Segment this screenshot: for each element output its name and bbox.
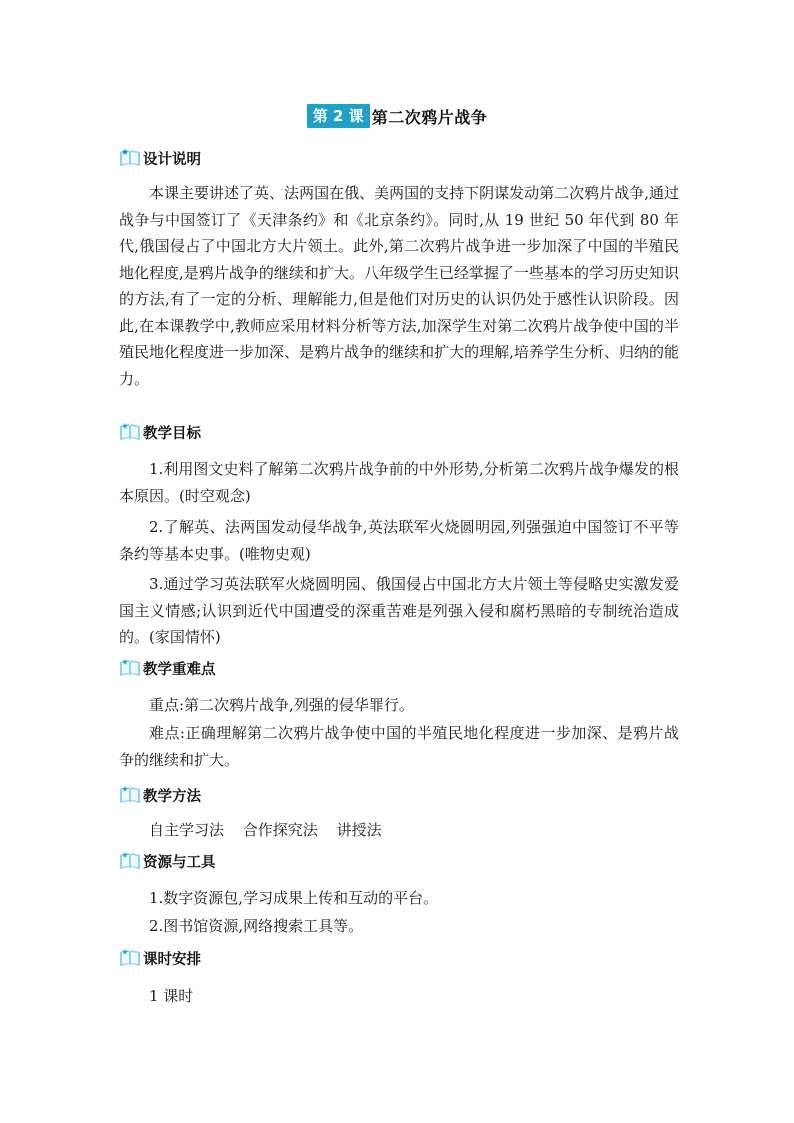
section-title: 教学重难点 <box>143 661 216 678</box>
book-icon <box>119 948 141 968</box>
schedule-text: 1 课时 <box>149 987 194 1005</box>
lesson-title: 第二次鸦片战争 <box>371 107 488 127</box>
book-icon <box>119 658 141 678</box>
method-item: 合作探究法 <box>242 821 318 839</box>
book-icon <box>119 422 141 442</box>
resource-item: 2.图书馆资源,网络搜索工具等。 <box>149 917 364 935</box>
section-title: 资源与工具 <box>143 854 216 871</box>
goal-item: 3.通过学习英法联军火烧圆明园、俄国侵占中国北方大片领土等侵略史实激发爱国主义情感;认识到近代中国遭受的深重苦难是列强入侵和腐朽黑暗的专制统治造成的。(家国情怀) <box>119 575 679 646</box>
lesson-title-row <box>0 104 794 128</box>
section-title: 教学目标 <box>143 425 201 442</box>
book-icon <box>119 851 141 871</box>
method-item: 自主学习法 <box>149 821 225 839</box>
book-icon <box>119 148 141 168</box>
section-title: 课时安排 <box>143 951 201 968</box>
goal-item: 1.利用图文史料了解第二次鸦片战争前的中外形势,分析第二次鸦片战争爆发的根本原因。(时空观念) <box>119 460 679 505</box>
lesson-number-badge: 第 2 课 <box>307 104 370 128</box>
resource-item: 1.数字资源包,学习成果上传和互动的平台。 <box>149 889 439 907</box>
methods-list <box>149 818 396 842</box>
design-paragraph: 本课主要讲述了英、法两国在俄、美两国的支持下阴谋发动第二次鸦片战争,通过战争与中国签订了《天津条约》和《北京条约》。同时,从 19 世纪 50 年代到 80 年代,俄国侵占了中国北方大片领土。此外,第二次鸦片战争进一步加深了中国的半殖民地化程度,是鸦片战争的继续和扩大。八年级学生已经掌握了一些基本的学习历史知识的方法,有了一定的分析、理解能力,但是他们对历史的认识仍处于感性认识阶段。因此,在本课教学中,教师应采用材料分析等方法,加深学生对第二次鸦片战争使中国的半殖民地化程度进一步加深、是鸦片战争的继续和扩大的理解,培养学生分析、归纳的能力。 <box>119 184 679 388</box>
book-icon <box>119 785 141 805</box>
section-header-resources <box>119 850 216 872</box>
section-header-design <box>119 147 201 169</box>
section-header-keypoints <box>119 657 216 679</box>
method-item: 讲授法 <box>336 821 382 839</box>
section-title: 设计说明 <box>143 151 201 168</box>
section-header-schedule <box>119 947 201 969</box>
key-point: 重点:第二次鸦片战争,列强的侵华罪行。 <box>149 696 414 714</box>
section-header-goals <box>119 421 201 443</box>
section-header-methods <box>119 784 201 806</box>
difficult-point: 难点:正确理解第二次鸦片战争使中国的半殖民地化程度进一步加深、是鸦片战争的继续和扩大。 <box>119 724 679 769</box>
goal-item: 2.了解英、法两国发动侵华战争,英法联军火烧圆明园,列强强迫中国签订不平等条约等基本史事。(唯物史观) <box>119 518 679 563</box>
section-title: 教学方法 <box>143 788 201 805</box>
